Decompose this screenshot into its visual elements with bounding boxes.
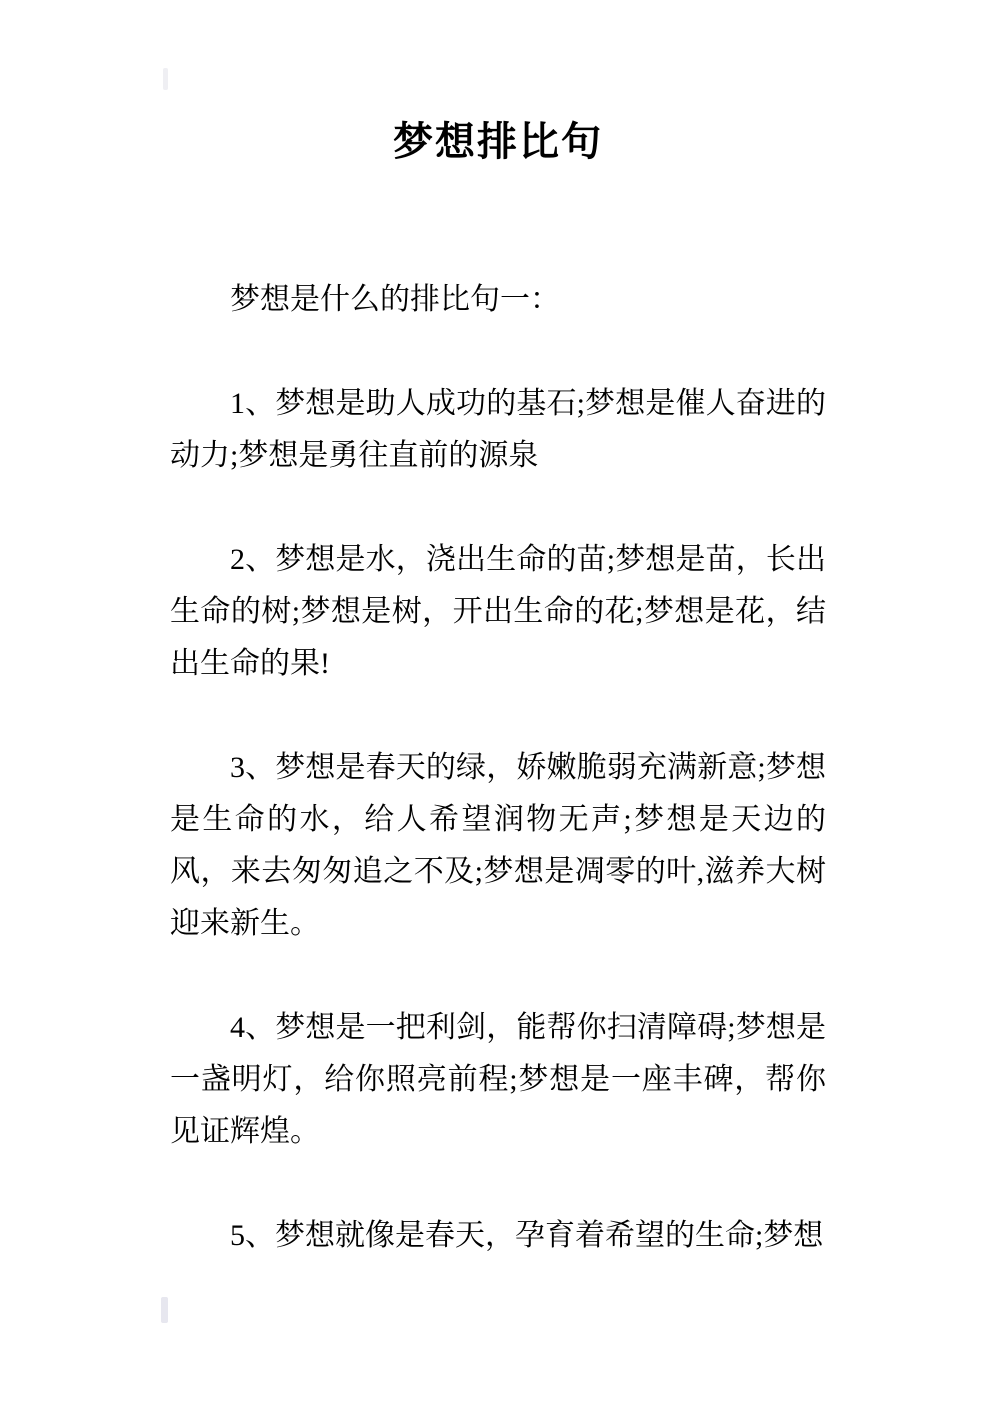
scan-artifact-bottom bbox=[161, 1297, 168, 1323]
paragraph-4: 4、梦想是一把利剑，能帮你扫清障碍;梦想是一盏明灯，给你照亮前程;梦想是一座丰碑，帮你见证辉煌。 bbox=[170, 1011, 826, 1148]
paragraph-1: 1、梦想是助人成功的基石;梦想是催人奋进的动力;梦想是勇往直前的源泉 bbox=[170, 387, 826, 472]
document-content bbox=[170, 0, 826, 1314]
scan-artifact-top bbox=[163, 68, 168, 90]
document-title: 梦想排比句 bbox=[393, 120, 603, 164]
paragraph-2: 2、梦想是水，浇出生命的苗;梦想是苗，长出生命的树;梦想是树，开出生命的花;梦想是花，结出生命的果! bbox=[170, 543, 826, 680]
paragraph-5: 5、梦想就像是春天，孕育着希望的生命;梦想 bbox=[230, 1219, 824, 1252]
paragraph-3: 3、梦想是春天的绿，娇嫩脆弱充满新意;梦想是生命的水，给人希望润物无声;梦想是天边的风，来去匆匆追之不及;梦想是凋零的叶,滋养大树迎来新生。 bbox=[170, 751, 826, 940]
intro-line: 梦想是什么的排比句一： bbox=[230, 283, 560, 316]
document-body bbox=[170, 274, 826, 1262]
